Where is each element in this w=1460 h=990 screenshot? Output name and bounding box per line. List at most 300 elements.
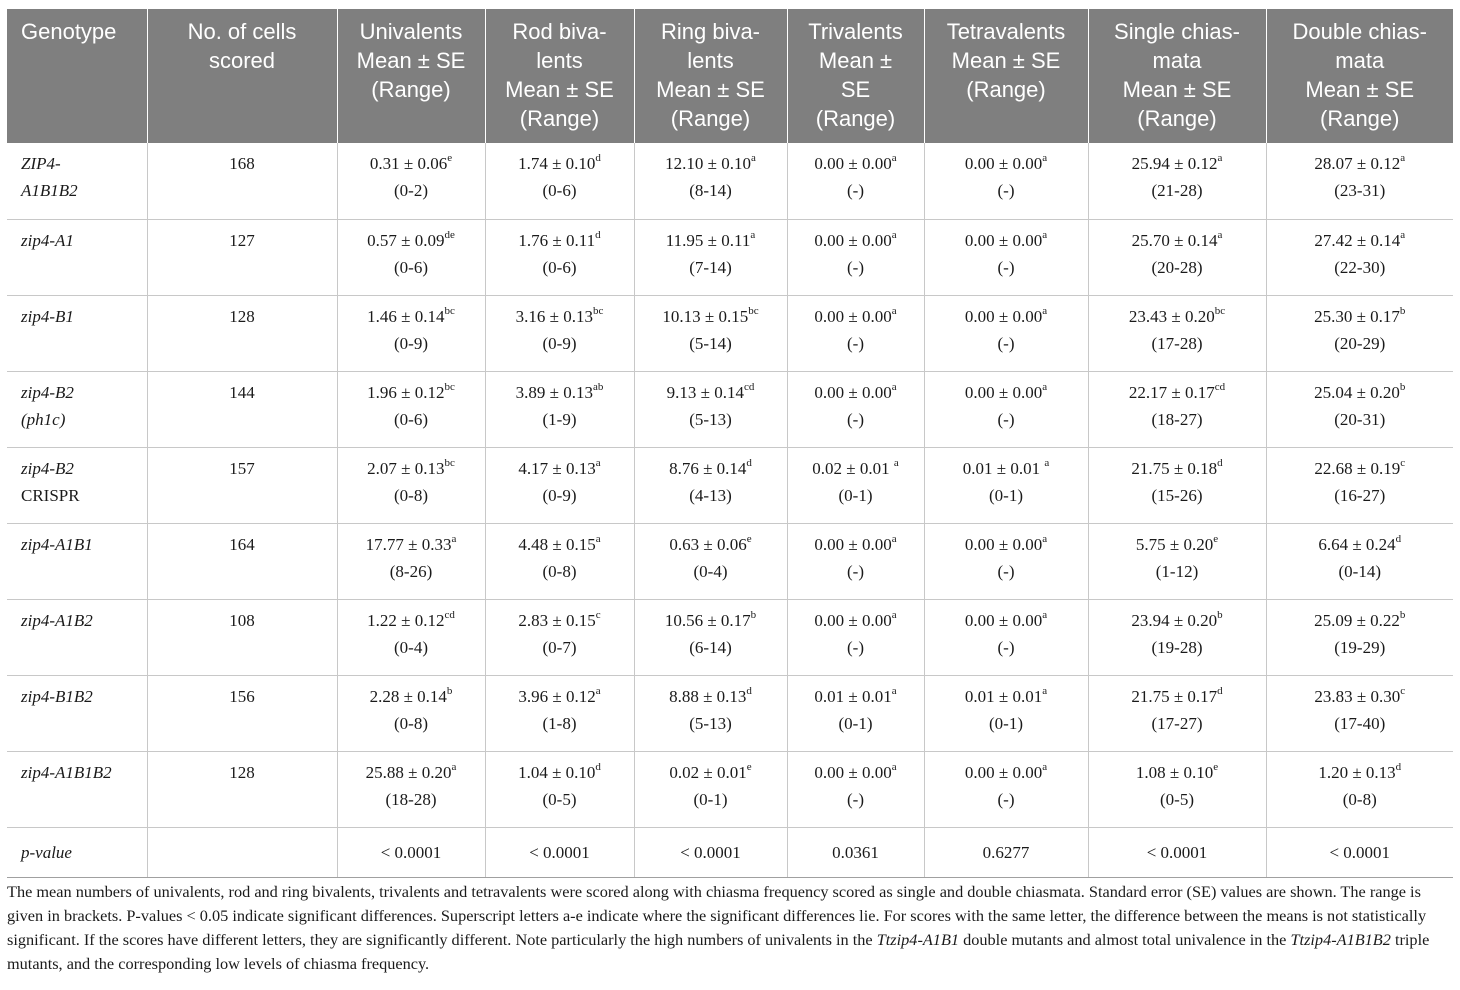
significance-letter: bc (444, 304, 455, 317)
mean-se (929, 455, 1084, 482)
mean-se-value: 25.88 ± 0.20 (365, 762, 452, 782)
genotype-line: zip4-B1 (21, 306, 74, 326)
value-cell (787, 219, 924, 295)
genotype-line: (ph1c) (21, 409, 66, 429)
significance-letter: e (447, 152, 453, 164)
value-cell (787, 675, 924, 751)
value-cell (787, 751, 924, 827)
range-value: (0-6) (542, 181, 577, 200)
mean-se (490, 227, 630, 254)
range-value: (6-14) (689, 637, 732, 657)
value-cell (1266, 675, 1453, 751)
mean-se-value: 21.75 ± 0.17 (1131, 686, 1218, 706)
mean-se (1093, 531, 1262, 558)
range-value: (-) (847, 789, 864, 809)
mean-se (792, 227, 920, 254)
value-cell (485, 523, 634, 599)
significance-letter: ab (592, 380, 604, 393)
mean-se-value: 0.00 ± 0.00 (814, 610, 892, 630)
mean-se-value: 25.04 ± 0.20 (1314, 382, 1400, 402)
mean-se-value: 12.10 ± 0.10 (665, 154, 751, 173)
header-line: Double chias- (1292, 19, 1427, 44)
table-row (7, 371, 1453, 447)
range-value: (17-40) (1334, 713, 1386, 733)
genotype-cell (7, 751, 147, 827)
range-value: (1-8) (542, 713, 577, 733)
footnote-segment: The mean numbers of univalents, rod and ring bivalents, trivalents and tetravalents were scored along with chiasma frequency scored as single and double chiasmata. Standard error (SE) values are shown. The range is given in brackets. P-values < 0.05 indicate significant differences. Superscript letters a-e indicate where the significant differences lie. For scores with the same letter, the difference between the means is not statistically significant. If the scores have different letters, they are significantly different. Note particularly the high numbers of univalents in the (7, 882, 1427, 949)
mean-se (792, 150, 920, 177)
range-value: (0-4) (394, 637, 428, 657)
header-line: scored (208, 48, 276, 73)
value-cell (485, 219, 634, 295)
value-cell (337, 675, 485, 751)
header-cells-scored (147, 9, 337, 143)
significance-letter: a (1400, 152, 1406, 164)
range-value: (0-14) (1338, 561, 1381, 581)
range-value: (-) (847, 561, 864, 581)
mean-se-value: 23.94 ± 0.20 (1131, 610, 1218, 630)
mean-se-value: 0.00 ± 0.00 (814, 534, 892, 554)
range-value: (0-9) (542, 485, 577, 505)
table-header-row (7, 9, 1453, 143)
pvalue-cell: 0.6277 (924, 827, 1088, 877)
header-genotype (7, 9, 147, 143)
value-cell (787, 447, 924, 523)
mean-se-value: 1.20 ± 0.13 (1318, 762, 1396, 782)
header-line: (Range) (670, 106, 751, 131)
cells-scored-cell: 156 (147, 675, 337, 751)
mean-se (792, 303, 920, 330)
range-value: (0-9) (542, 333, 577, 353)
header-line: Mean ± SE (505, 77, 614, 102)
significance-letter: c (1400, 456, 1406, 469)
table-footnote (7, 880, 1453, 976)
header-line: mata (1335, 48, 1385, 73)
significance-letter: a (1400, 228, 1406, 241)
range-value: (18-27) (1151, 409, 1203, 429)
value-cell (1266, 447, 1453, 523)
mean-se-value: 0.31 ± 0.06 (369, 154, 448, 173)
header-double-chiasmata (1266, 9, 1453, 143)
range-value: (0-6) (394, 257, 428, 277)
significance-letter: a (1042, 608, 1048, 621)
mean-se (639, 759, 783, 786)
header-line: Tetravalents (946, 19, 1066, 44)
range-value: (-) (997, 637, 1015, 657)
significance-letter: a (1217, 152, 1223, 164)
mean-se (1093, 150, 1262, 177)
mean-se (792, 531, 920, 558)
meiotic-configuration-table (7, 9, 1453, 878)
mean-se (1093, 607, 1262, 634)
range-value: (8-26) (389, 561, 433, 581)
value-cell (337, 219, 485, 295)
significance-letter: b (1399, 380, 1406, 393)
significance-letter: b (750, 608, 757, 621)
range-value: (7-14) (689, 257, 732, 277)
mean-se (639, 379, 783, 406)
mean-se-value: 0.01 ± 0.01 (962, 458, 1045, 478)
mean-se-value: 0.00 ± 0.00 (964, 534, 1043, 554)
significance-letter: a (891, 304, 897, 317)
mean-se (1271, 303, 1450, 330)
value-cell (1266, 219, 1453, 295)
mean-se (342, 227, 481, 254)
mean-se (792, 759, 920, 786)
value-cell (1088, 675, 1266, 751)
mean-se (929, 683, 1084, 710)
range-value: (5-13) (689, 713, 732, 733)
genotype-line: A1B1B2 (21, 181, 78, 200)
value-cell (634, 295, 787, 371)
table-row (7, 599, 1453, 675)
genotype-line: zip4-B2 (21, 458, 74, 478)
significance-letter: a (451, 532, 457, 545)
range-value: (0-2) (394, 181, 428, 200)
significance-letter: a (1042, 532, 1048, 545)
range-value: (0-8) (542, 561, 577, 581)
mean-se (639, 150, 783, 177)
significance-letter: a (1042, 760, 1048, 773)
genotype-cell (7, 447, 147, 523)
pvalue-cell: < 0.0001 (337, 827, 485, 877)
range-value: (22-30) (1334, 257, 1386, 277)
significance-letter: a (891, 532, 897, 545)
cells-scored-cell: 128 (147, 295, 337, 371)
genotype-cell (7, 599, 147, 675)
value-cell (337, 295, 485, 371)
mean-se (342, 683, 481, 710)
mean-se (639, 455, 783, 482)
significance-letter: a (891, 608, 897, 621)
value-cell (337, 371, 485, 447)
value-cell (337, 599, 485, 675)
pvalue-cell: 0.0361 (787, 827, 924, 877)
mean-se (490, 607, 630, 634)
header-line: Univalents (359, 19, 463, 44)
value-cell (337, 447, 485, 523)
genotype-line: zip4-A1 (21, 230, 74, 250)
range-value: (0-1) (989, 485, 1023, 505)
significance-letter: e (1213, 760, 1219, 773)
value-cell (924, 447, 1088, 523)
value-cell (787, 143, 924, 219)
significance-letter: a (595, 456, 601, 469)
genotype-cell (7, 143, 147, 219)
significance-letter: a (1042, 228, 1048, 241)
header-line: Single chias- (1114, 19, 1240, 44)
genotype-cell (7, 523, 147, 599)
value-cell (634, 523, 787, 599)
header-univalents (337, 9, 485, 143)
value-cell (634, 143, 787, 219)
mean-se-value: 22.68 ± 0.19 (1314, 458, 1401, 478)
mean-se-value: 0.00 ± 0.00 (814, 230, 892, 250)
value-cell (634, 751, 787, 827)
mean-se-value: 17.77 ± 0.33 (365, 534, 452, 554)
range-value: (0-5) (1160, 789, 1194, 809)
range-value: (5-14) (689, 333, 732, 353)
range-value: (-) (847, 333, 864, 353)
footnote-segment: Ttzip4-A1B1B2 (1290, 930, 1391, 949)
significance-letter: a (1042, 380, 1048, 393)
mean-se-value: 9.13 ± 0.14 (666, 382, 744, 402)
significance-letter: bc (1214, 304, 1226, 317)
mean-se-value: 0.00 ± 0.00 (964, 382, 1043, 402)
data-table-container (7, 9, 1453, 878)
mean-se (929, 607, 1084, 634)
significance-letter: b (1399, 608, 1406, 621)
mean-se-value: 21.75 ± 0.18 (1131, 458, 1218, 478)
header-line: Mean ± SE (951, 48, 1061, 73)
header-line: Trivalents (808, 19, 903, 44)
range-value: (-) (847, 637, 864, 657)
mean-se (639, 531, 783, 558)
mean-se-value: 10.13 ± 0.15 (662, 306, 749, 326)
range-value: (0-5) (542, 789, 577, 809)
mean-se (1271, 683, 1450, 710)
value-cell (787, 371, 924, 447)
mean-se (1093, 455, 1262, 482)
mean-se-value: 3.89 ± 0.13 (515, 382, 593, 402)
pvalue-cell: < 0.0001 (634, 827, 787, 877)
value-cell (1088, 523, 1266, 599)
range-value: (-) (847, 181, 864, 200)
significance-letter: e (1213, 532, 1219, 545)
value-cell (485, 675, 634, 751)
table-row (7, 143, 1453, 219)
range-value: (16-27) (1334, 485, 1386, 505)
significance-letter: d (746, 684, 752, 697)
range-value: (23-31) (1334, 181, 1386, 200)
significance-letter: a (750, 152, 756, 164)
significance-letter: bc (444, 456, 455, 469)
significance-letter: a (1042, 304, 1048, 317)
mean-se (929, 531, 1084, 558)
value-cell (1266, 295, 1453, 371)
mean-se (1093, 759, 1262, 786)
significance-letter: a (1042, 152, 1048, 164)
mean-se-value: 0.00 ± 0.00 (814, 154, 892, 173)
value-cell (924, 751, 1088, 827)
mean-se (490, 759, 630, 786)
value-cell (787, 295, 924, 371)
mean-se-value: 25.30 ± 0.17 (1314, 306, 1400, 326)
header-line: (Range) (371, 77, 451, 102)
range-value: (17-28) (1151, 333, 1203, 353)
cells-scored-cell: 164 (147, 523, 337, 599)
cells-scored-cell: 144 (147, 371, 337, 447)
mean-se (929, 150, 1084, 177)
value-cell (485, 295, 634, 371)
significance-letter: a (891, 684, 897, 697)
genotype-line: CRISPR (21, 485, 80, 505)
range-value: (21-28) (1151, 181, 1203, 200)
mean-se-value: 25.09 ± 0.22 (1314, 610, 1400, 630)
footnote-segment: double mutants and almost total univalence in the (959, 930, 1291, 949)
range-value: (0-1) (838, 485, 873, 505)
range-value: (0-1) (989, 713, 1023, 733)
significance-letter: d (746, 456, 752, 469)
range-value: (0-1) (838, 713, 873, 733)
mean-se (639, 303, 783, 330)
mean-se-value: 1.96 ± 0.12 (367, 382, 445, 402)
mean-se-value: 4.17 ± 0.13 (518, 458, 596, 478)
range-value: (-) (997, 789, 1015, 809)
mean-se-value: 22.17 ± 0.17 (1128, 382, 1215, 402)
table-row (7, 447, 1453, 523)
value-cell (1088, 143, 1266, 219)
mean-se-value: 0.00 ± 0.00 (814, 382, 892, 402)
mean-se (342, 150, 481, 177)
mean-se (792, 607, 920, 634)
significance-letter: a (1042, 684, 1048, 697)
significance-letter: bc (592, 304, 604, 317)
header-tetravalents (924, 9, 1088, 143)
value-cell (1088, 751, 1266, 827)
mean-se-value: 2.07 ± 0.13 (367, 458, 445, 478)
footnote-segment: triple mutants, and the corresponding low levels of chiasma frequency. (7, 930, 1430, 973)
significance-letter: a (1217, 228, 1223, 241)
range-value: (0-6) (542, 257, 577, 277)
mean-se (342, 531, 481, 558)
significance-letter: de (444, 228, 455, 241)
table-row (7, 295, 1453, 371)
mean-se (1271, 227, 1450, 254)
significance-letter: a (893, 456, 899, 469)
mean-se-value: 0.01 ± 0.01 (814, 686, 892, 706)
header-line: SE (840, 77, 871, 102)
mean-se (1271, 379, 1450, 406)
mean-se (1093, 683, 1262, 710)
value-cell (924, 599, 1088, 675)
mean-se-value: 0.00 ± 0.00 (964, 230, 1043, 250)
pvalue-label: p-value (7, 827, 147, 877)
mean-se (490, 150, 630, 177)
value-cell (1088, 371, 1266, 447)
table-row (7, 523, 1453, 599)
mean-se-value: 0.02 ± 0.01 (669, 762, 747, 782)
mean-se (1093, 227, 1262, 254)
significance-letter: a (891, 152, 897, 164)
pvalue-empty-cell (147, 827, 337, 877)
header-line: (Range) (1137, 106, 1217, 131)
mean-se (1271, 455, 1450, 482)
range-value: (20-29) (1334, 333, 1386, 353)
mean-se (490, 683, 630, 710)
mean-se (1271, 531, 1450, 558)
header-line: (Range) (1320, 106, 1400, 131)
significance-letter: cd (743, 380, 755, 393)
mean-se-value: 2.28 ± 0.14 (369, 686, 447, 706)
table-row (7, 219, 1453, 295)
genotype-line: zip4-A1B1B2 (21, 762, 112, 782)
header-line: Mean ± SE (1122, 77, 1232, 102)
pvalue-cell: < 0.0001 (1088, 827, 1266, 877)
header-line: lents (536, 48, 583, 73)
significance-letter: cd (1214, 380, 1226, 393)
significance-letter: cd (444, 608, 455, 621)
significance-letter: a (891, 228, 897, 241)
range-value: (4-13) (689, 485, 732, 505)
significance-letter: b (1217, 608, 1223, 621)
value-cell (924, 675, 1088, 751)
value-cell (1088, 295, 1266, 371)
value-cell (1266, 599, 1453, 675)
mean-se (639, 227, 783, 254)
value-cell (924, 523, 1088, 599)
cells-scored-cell: 127 (147, 219, 337, 295)
value-cell (337, 143, 485, 219)
mean-se-value: 4.48 ± 0.15 (518, 534, 596, 554)
value-cell (787, 599, 924, 675)
mean-se-value: 11.95 ± 0.11 (665, 230, 751, 250)
mean-se (639, 607, 783, 634)
mean-se (1271, 759, 1450, 786)
mean-se-value: 0.01 ± 0.01 (964, 686, 1043, 706)
mean-se (639, 683, 783, 710)
range-value: (1-9) (542, 409, 577, 429)
significance-letter: a (595, 532, 601, 545)
footnote-segment: Ttzip4-A1B1 (876, 930, 960, 949)
mean-se-value: 6.64 ± 0.24 (1318, 534, 1396, 554)
mean-se (1093, 379, 1262, 406)
header-single-chiasmata (1088, 9, 1266, 143)
mean-se-value: 0.00 ± 0.00 (814, 762, 892, 782)
mean-se-value: 10.56 ± 0.17 (664, 610, 751, 630)
cells-scored-cell: 157 (147, 447, 337, 523)
value-cell (485, 143, 634, 219)
header-line: Mean ± SE (656, 77, 765, 102)
range-value: (8-14) (689, 181, 732, 200)
header-line: Rod biva- (512, 19, 607, 44)
mean-se (342, 303, 481, 330)
range-value: (-) (847, 409, 864, 429)
mean-se (929, 227, 1084, 254)
range-value: (0-1) (693, 789, 728, 809)
significance-letter: c (1400, 684, 1406, 697)
mean-se (929, 303, 1084, 330)
mean-se-value: 1.46 ± 0.14 (367, 306, 445, 326)
range-value: (0-7) (542, 637, 577, 657)
header-line: (Range) (519, 106, 600, 131)
mean-se-value: 0.63 ± 0.06 (669, 534, 747, 554)
pvalue-cell: < 0.0001 (1266, 827, 1453, 877)
mean-se-value: 3.16 ± 0.13 (515, 306, 593, 326)
range-value: (0-6) (394, 409, 428, 429)
significance-letter: c (595, 608, 601, 621)
header-line: (Range) (966, 77, 1046, 102)
significance-letter: bc (748, 304, 759, 317)
mean-se (490, 379, 630, 406)
header-line: No. of cells (187, 19, 297, 44)
table-body (7, 143, 1453, 877)
range-value: (0-8) (394, 485, 428, 505)
genotype-cell (7, 371, 147, 447)
table-row (7, 751, 1453, 827)
significance-letter: b (1399, 304, 1406, 317)
range-value: (-) (847, 257, 864, 277)
significance-letter: d (595, 760, 601, 773)
mean-se (342, 759, 481, 786)
value-cell (1088, 219, 1266, 295)
header-ring-bivalents (634, 9, 787, 143)
value-cell (787, 523, 924, 599)
value-cell (1088, 599, 1266, 675)
range-value: (1-12) (1155, 561, 1199, 581)
value-cell (337, 523, 485, 599)
header-line: lents (687, 48, 734, 73)
